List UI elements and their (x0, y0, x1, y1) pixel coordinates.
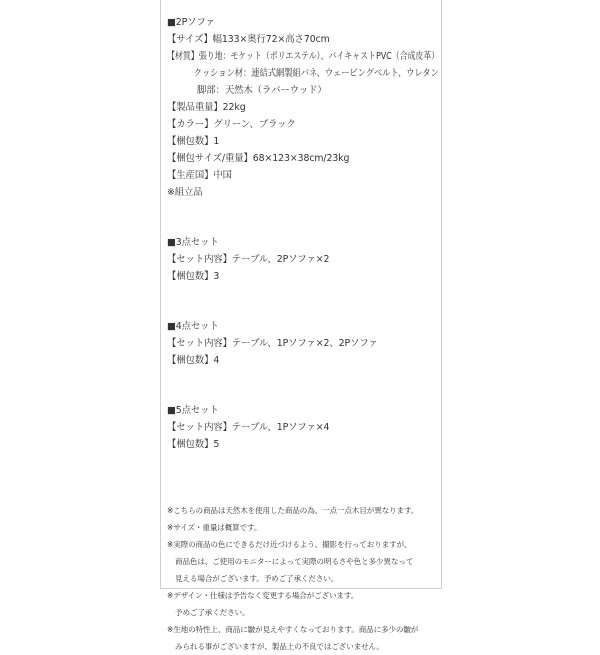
note-design-change-cont: 予めご了承ください。 (175, 608, 250, 617)
note-wood-grain: ※こちらの商品は天然木を使用した商品の為、一点一点木目が異なります。 (167, 506, 419, 515)
spacer (167, 369, 439, 402)
section-heading-4-set: ■4点セット (167, 321, 219, 332)
weight-spec: 【製品重量】22kg (167, 102, 246, 113)
spec-document (167, 14, 439, 655)
note-design-change: ※デザイン・仕様は予告なく変更する場合がございます。 (167, 591, 359, 600)
set-4-section (167, 318, 439, 369)
package-size-spec: 【梱包サイズ/重量】68×123×38cm/23kg (167, 153, 350, 164)
assembly-note: ※組立品 (167, 187, 203, 198)
section-heading-2p-sofa: ■2Pソファ (167, 17, 215, 28)
set-package-count: 【梱包数】5 (167, 439, 220, 450)
note-wrinkles-cont: みられる事がございますが、製品上の不良ではございません。 (175, 642, 384, 651)
note-wrinkles: ※生地の特性上、商品に皺が見えやすくなっております。商品に多少の皺が (167, 625, 419, 634)
note-approx-size: ※サイズ・重量は概算です。 (167, 523, 262, 532)
set-contents: 【セット内容】テーブル、1Pソファ×4 (167, 422, 330, 433)
note-color: ※実際の商品の色にできるだけ近づけるよう、撮影を行っておりますが、 (167, 540, 412, 549)
origin-spec: 【生産国】中国 (167, 170, 232, 181)
spacer (167, 285, 439, 318)
set-3-section (167, 234, 439, 285)
set-package-count: 【梱包数】3 (167, 271, 220, 282)
section-heading-5-set: ■5点セット (167, 405, 219, 416)
note-color-cont: 商品色は、ご使用のモニターによって実際の明るさや色と多少異なって (175, 557, 414, 566)
size-spec: 【サイズ】幅133×奥行72×高さ70cm (167, 34, 330, 45)
note-color-cont: 見える場合がございます。予めご了承ください。 (175, 574, 339, 583)
set-package-count: 【梱包数】4 (167, 355, 220, 366)
color-spec: 【カラー】グリーン、ブラック (167, 119, 296, 130)
package-count-spec: 【梱包数】1 (167, 136, 220, 147)
spacer (167, 201, 439, 234)
section-heading-3-set: ■3点セット (167, 237, 219, 248)
spacer (167, 453, 439, 502)
material-spec: 【材質】張り地：モケット（ポリエステル）、バイキャストPVC（合成皮革） (167, 51, 440, 62)
sofa-spec-section (167, 14, 439, 201)
material-legs-spec: 脚部：天然木（ラバーウッド） (197, 85, 327, 96)
set-contents: 【セット内容】テーブル、1Pソファ×2、2Pソファ (167, 338, 378, 349)
notes-section (167, 502, 439, 655)
set-contents: 【セット内容】テーブル、2Pソファ×2 (167, 254, 330, 265)
material-cushion-spec: クッション材：連結式網製組バネ、ウェービングベルト、ウレタン (193, 68, 439, 79)
set-5-section (167, 402, 439, 453)
